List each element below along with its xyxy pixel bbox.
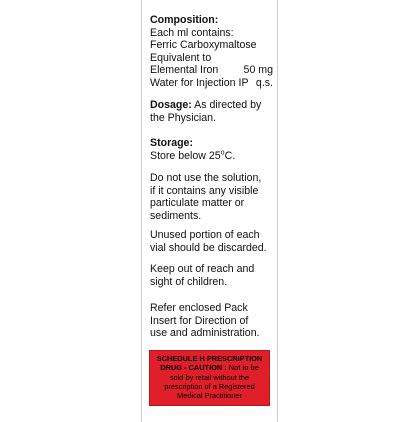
- water-for-injection-row: [150, 77, 273, 90]
- storage-section: [150, 137, 273, 162]
- elemental-iron-label: Elemental Iron: [150, 64, 219, 76]
- dosage-section: [150, 99, 273, 124]
- composition-section: [150, 14, 273, 89]
- degree-symbol: o: [220, 148, 225, 156]
- medicine-label-panel: [141, 0, 278, 422]
- caution-line-2-bold: DRUG - CAUTION :: [160, 363, 227, 373]
- insert-line-2: Insert for Direction of: [150, 314, 249, 327]
- dosage-text-1: As directed by: [191, 99, 262, 111]
- elemental-iron-row: [150, 64, 273, 77]
- insert-line-3: use and administration.: [150, 327, 260, 339]
- children-line-1: Keep out of reach and: [150, 263, 255, 275]
- warning-line-2: if it contains any visible: [150, 184, 259, 197]
- warning-line-1: Do not use the solution,: [150, 172, 262, 184]
- caution-line-1: SCHEDULE H PRESCRIPTION: [156, 354, 263, 363]
- composition-each-ml: Each ml contains:: [150, 26, 234, 39]
- discard-line-1: Unused portion of each: [150, 229, 260, 241]
- warning-line-3: particulate matter or: [150, 197, 245, 209]
- children-line-2: sight of children.: [150, 275, 228, 288]
- children-warning: [150, 263, 273, 288]
- insert-line-1: Refer enclosed Pack: [150, 302, 248, 314]
- warning-line-4: sediments.: [150, 209, 202, 222]
- water-value: q.s.: [255, 76, 273, 89]
- pack-insert-note: [150, 302, 273, 340]
- caution-line-4: prescription of a Registered: [164, 381, 255, 391]
- composition-equivalent: Equivalent to: [150, 51, 212, 64]
- storage-text-suffix: C.: [224, 149, 236, 162]
- storage-text-prefix: Store below 25: [150, 149, 221, 162]
- discard-line-2: vial should be discarded.: [150, 241, 267, 254]
- composition-ingredient: Ferric Carboxymaltose: [150, 39, 257, 51]
- dosage-heading: Dosage:: [150, 99, 192, 111]
- particulate-warning: [150, 172, 273, 222]
- caution-line-3: sold by retail without the: [169, 372, 250, 382]
- caution-line-5: Medical Practitioner: [177, 391, 242, 401]
- schedule-h-caution-box: [149, 350, 270, 406]
- caution-line-2-rest: Not to be: [226, 363, 259, 373]
- water-label: Water for Injection IP: [150, 76, 249, 89]
- discard-instruction: [150, 229, 273, 254]
- dosage-text-2: the Physician.: [150, 111, 216, 124]
- composition-heading: Composition:: [150, 14, 219, 26]
- elemental-iron-value: 50 mg: [243, 64, 273, 76]
- storage-text: [150, 150, 273, 163]
- storage-heading: Storage:: [150, 137, 193, 149]
